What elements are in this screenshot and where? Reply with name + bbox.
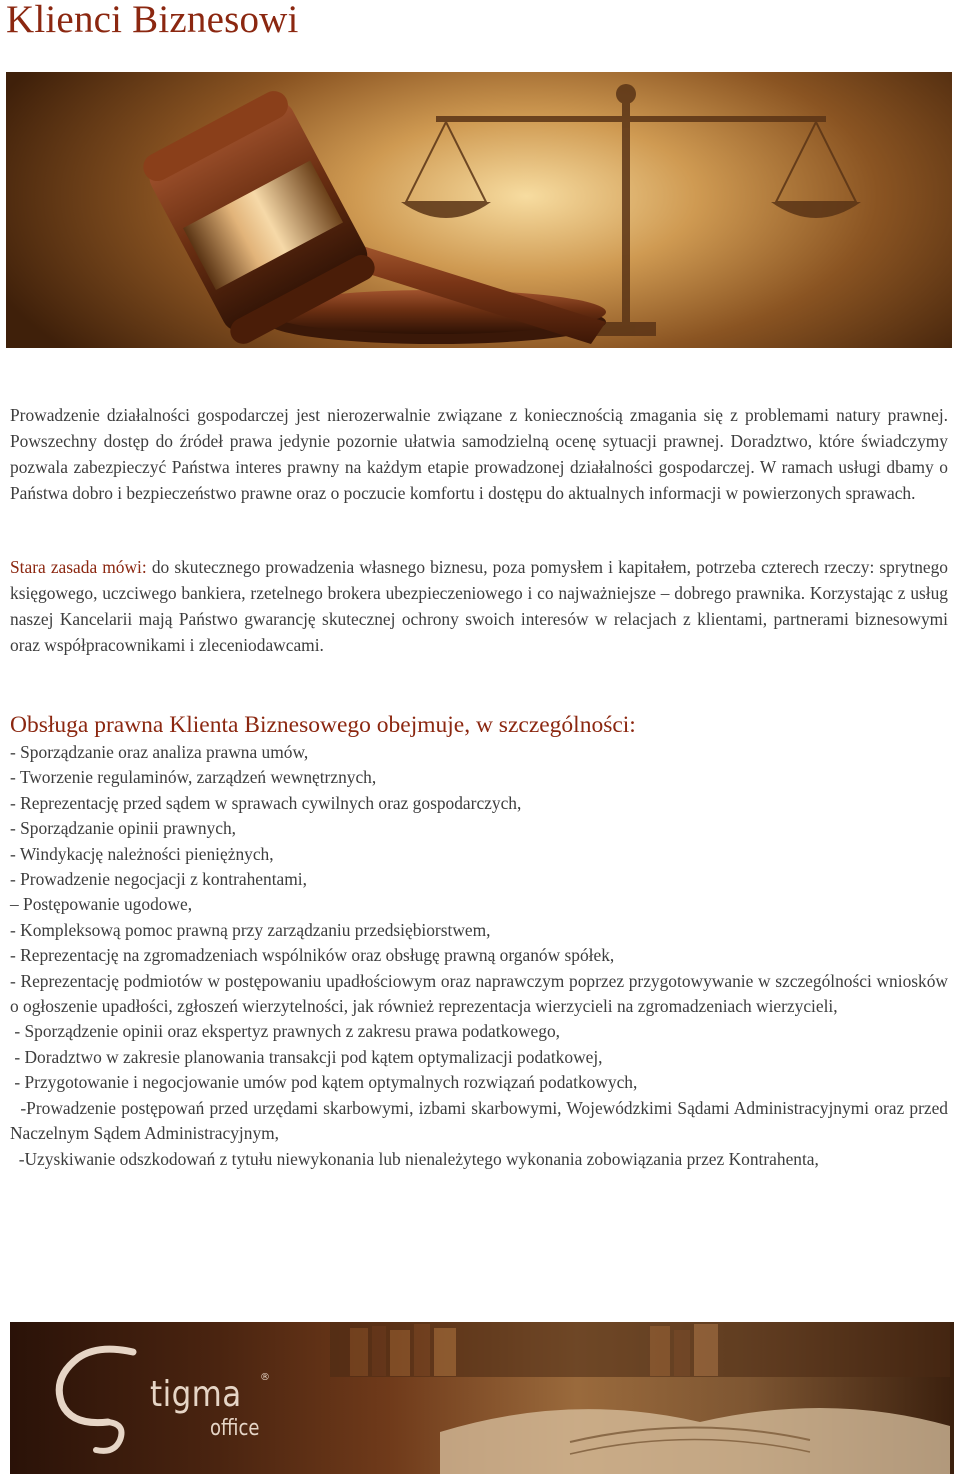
- list-item: -Uzyskiwanie odszkodowań z tytułu niewykonania lub nienależytego wykonania zobowiązania przez Kontrahenta,: [10, 1148, 819, 1169]
- list-item: - Windykację należności pieniężnych,: [10, 843, 274, 864]
- list-item: -Prowadzenie postępowań przed urzędami skarbowymi, izbami skarbowymi, Wojewódzkimi Sądami Administracyjnymi oraz przed Naczelnym Sądem Administracyjnym,: [10, 1097, 953, 1144]
- quote-paragraph: [10, 554, 948, 658]
- page-title: Klienci Biznesowi: [6, 0, 299, 41]
- registered-mark: ®: [260, 1372, 270, 1383]
- stigma-logo-icon: [38, 1340, 148, 1460]
- list-item: - Sporządzanie oraz analiza prawna umów,: [10, 742, 309, 762]
- intro-paragraph: Prowadzenie działalności gospodarczej jest nierozerwalnie związane z koniecznością zmagania się z problemami natury prawnej. Powszechny dostęp do źródeł prawa jedynie pozornie ułatwia samodzielną ocenę sytuacji prawnej. Doradztwo, które świadczymy pozwala zabezpieczyć Państwa interes prawny na każdym etapie prowadzonej działalności gospodarczej. W ramach usługi dbamy o Państwa dobro i bezpieczeństwo prawne oraz o poczucie komfortu i dostępu do aktualnych informacji w powierzonych sprawach.: [10, 405, 948, 503]
- list-item: - Reprezentację przed sądem w sprawach cywilnych oraz gospodarczych,: [10, 792, 522, 813]
- gavel-and-scales-image: [6, 72, 952, 348]
- quote-text: do skutecznego prowadzenia własnego biznesu, poza pomysłem i kapitałem, potrzeba czterech rzeczy: sprytnego księgowego, uczciwego bankiera, rzetelnego brokera ubezpieczeniowego i co najważniejsze – dobrego prawnika. Korzystając z usług naszej Kancelarii mają Państwo gwarancję skutecznej ochrony swoich interesów w relacjach z klientami, partnerami biznesowymi oraz współpracownikami i zleceniodawcami.: [10, 557, 948, 655]
- list-item: - Tworzenie regulaminów, zarządzeń wewnętrznych,: [10, 767, 377, 788]
- list-item: - Prowadzenie negocjacji z kontrahentami,: [10, 869, 307, 890]
- quote-lead: Stara zasada mówi:: [10, 557, 147, 577]
- list-item: - Reprezentację podmiotów w postępowaniu upadłościowym oraz naprawczym poprzez przygotowywanie w szczególności wniosków o ogłoszenie upadłości, zgłoszeń wierzytelności, jak również reprezentacja wierzycieli na zgromadzeniach wierzycieli,: [10, 970, 948, 1017]
- list-item: - Sporządzanie opinii prawnych,: [10, 818, 237, 839]
- list-item: - Doradztwo w zakresie planowania transakcji pod kątem optymalizacji podatkowej,: [10, 1046, 603, 1067]
- footer-banner: [10, 1322, 954, 1474]
- services-list: [10, 740, 953, 1172]
- brand-name: tigma: [150, 1374, 242, 1415]
- brand-sub: office: [210, 1416, 260, 1441]
- list-item: - Przygotowanie i negocjowanie umów pod kątem optymalnych rozwiązań podatkowych,: [10, 1072, 638, 1093]
- hero-illustration: [6, 72, 952, 348]
- list-item: - Kompleksową pomoc prawną przy zarządzaniu przedsiębiorstwem,: [10, 919, 491, 940]
- list-item: – Postępowanie ugodowe,: [10, 894, 193, 915]
- list-item: - Sporządzenie opinii oraz ekspertyz prawnych z zakresu prawa podatkowego,: [10, 1021, 561, 1042]
- list-item: - Reprezentację na zgromadzeniach wspólników oraz obsługę prawną organów spółek,: [10, 945, 615, 966]
- services-heading: Obsługa prawna Klienta Biznesowego obejmuje, w szczególności:: [10, 712, 636, 738]
